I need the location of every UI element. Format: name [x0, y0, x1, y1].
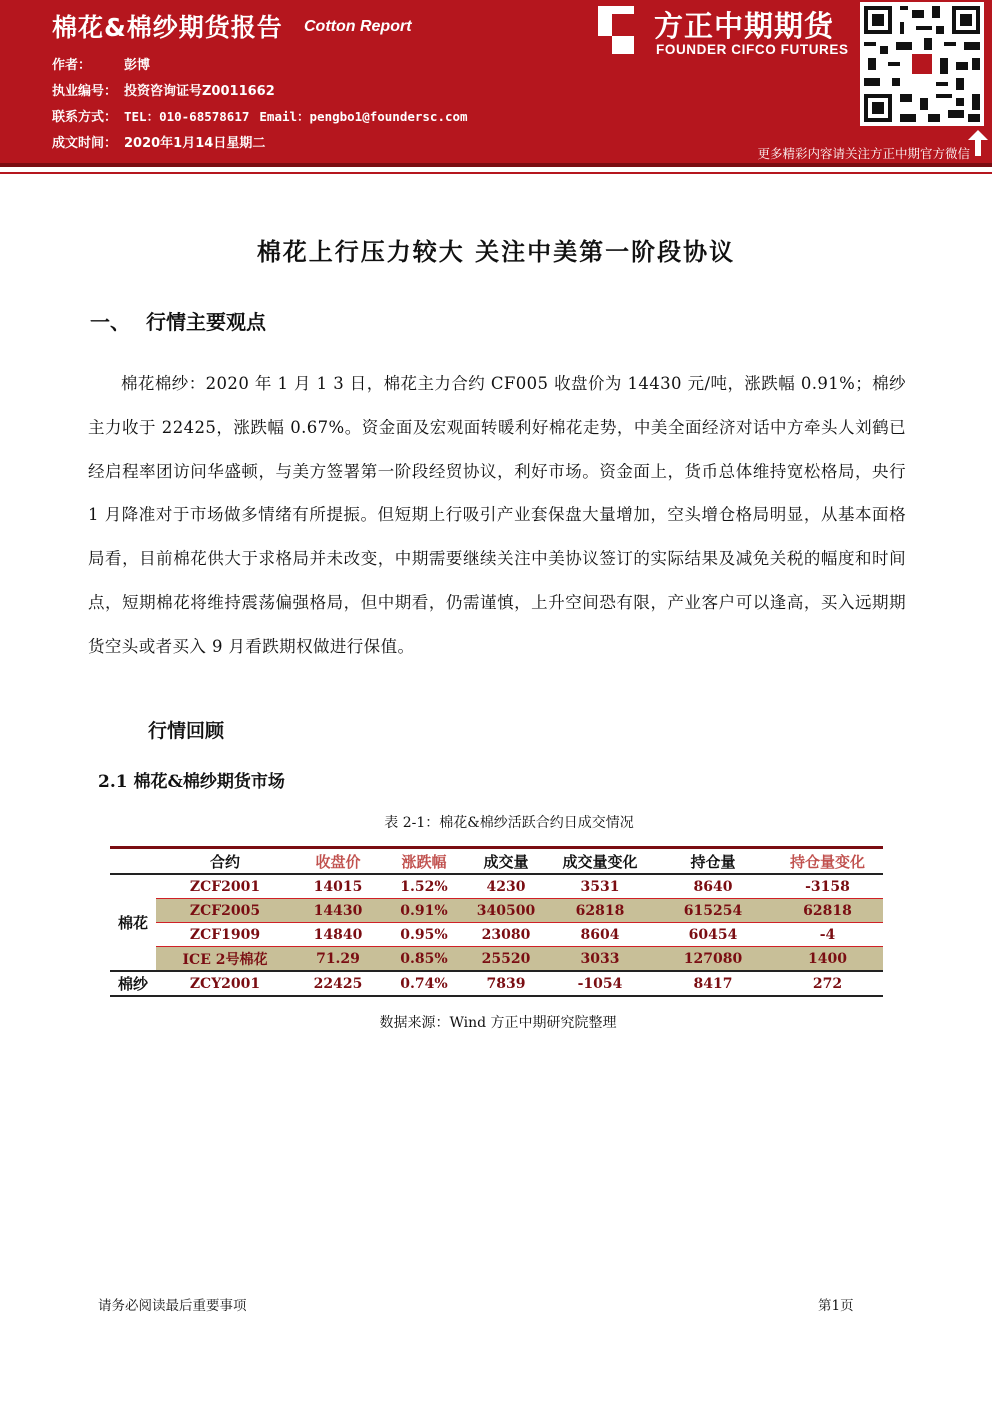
table-row	[110, 923, 883, 947]
table-row	[110, 947, 883, 972]
table-cell: ZCF2005	[156, 899, 294, 923]
page-number: 第1页	[818, 1298, 854, 1314]
table-header	[110, 848, 156, 875]
table-cell: 60454	[654, 923, 772, 947]
table-cell: 8417	[654, 971, 772, 996]
table-cell: 62818	[546, 899, 654, 923]
contact-tel: TEL：010-68578617	[124, 109, 250, 124]
table-header: 合约	[209, 852, 240, 871]
author-name: 彭博	[124, 58, 151, 73]
table-cell: 340500	[466, 899, 546, 923]
table-header: 收盘价	[315, 852, 361, 871]
table-cell: 615254	[654, 899, 772, 923]
table-cell: 25520	[466, 947, 546, 972]
license-label: 执业编号：	[52, 84, 118, 99]
section-title: 行情主要观点	[146, 310, 266, 334]
table-cell: 22425	[294, 971, 382, 996]
table-cell: 62818	[772, 899, 883, 923]
table-cell: 14015	[294, 874, 382, 899]
table-row	[110, 899, 883, 923]
table-cell: -1054	[546, 971, 654, 996]
header-divider	[0, 163, 992, 167]
section-heading-1	[90, 306, 266, 335]
table-header: 持仓量	[690, 852, 736, 871]
table-cell: 0.95%	[382, 923, 466, 947]
table-cell: ZCF1909	[156, 923, 294, 947]
table-cell: -4	[772, 923, 883, 947]
header-divider-thin	[0, 172, 992, 174]
report-title: 棉花&棉纱期货报告	[52, 13, 283, 42]
qr-code-icon	[860, 2, 984, 126]
table-cell: 71.29	[294, 947, 382, 972]
author-label: 作者：	[52, 58, 92, 73]
section-heading-2: 行情回顾	[148, 720, 225, 742]
table-cell: ZCF2001	[156, 874, 294, 899]
table-cell: 3033	[546, 947, 654, 972]
table-row	[110, 971, 883, 996]
subsection-heading-2-1: 2.1 棉花&棉纱期货市场	[98, 772, 285, 792]
date-row	[52, 132, 265, 151]
table-cell: 7839	[466, 971, 546, 996]
table-cell: 0.91%	[382, 899, 466, 923]
section-number: 一、	[90, 310, 130, 334]
contract-trading-table	[110, 846, 883, 997]
contact-row	[52, 106, 468, 125]
contact-email[interactable]: Email：pengbo1@foundersc.com	[259, 109, 468, 124]
table-cell: 14840	[294, 923, 382, 947]
report-subtitle: Cotton Report	[304, 18, 412, 35]
brand-name-cn: 方正中期期货	[654, 9, 835, 43]
table-header: 持仓量变化	[789, 852, 865, 871]
contact-label: 联系方式：	[52, 110, 118, 125]
table-cell: 272	[772, 971, 883, 996]
group-label-cotton: 棉花	[110, 874, 156, 971]
table-cell: ZCY2001	[156, 971, 294, 996]
license-row	[52, 80, 275, 99]
document-title: 棉花上行压力较大 关注中美第一阶段协议	[256, 237, 736, 266]
table-cell: 127080	[654, 947, 772, 972]
table-cell: 0.74%	[382, 971, 466, 996]
table-cell: 1400	[772, 947, 883, 972]
table-row	[110, 874, 883, 899]
table-cell: 1.52%	[382, 874, 466, 899]
header-banner	[0, 0, 992, 163]
license-number: 投资咨询证号Z0011662	[124, 84, 275, 99]
table-source: 数据来源：Wind 方正中期研究院整理	[379, 1015, 617, 1031]
table-cell: 8604	[546, 923, 654, 947]
market-view-paragraph: 棉花棉纱：2020 年 1 月 1 3 日，棉花主力合约 CF005 收盘价为 14430 元/吨，涨跌幅 0.91%；棉纱主力收于 22425，涨跌幅 0.67%。资金面及宏观面转暖利好棉花走势，中美全面经济对话中方牵头人刘鹤已经启程率团访问华盛顿，与美方签署第一阶段经贸协议，利好市场。资金面上，货币总体维持宽松格局，央行 1 月降准对于市场做多情绪有所提振。但短期上行吸引产业套保盘大量增加，空头增仓格局明显，从基本面格局看，目前棉花供大于求格局并未改变，中期需要继续关注中美协议签订的实际结果及减免关税的幅度和时间点，短期棉花将维持震荡偏强格局，但中期看，仍需谨慎，上升空间恐有限，产业客户可以逢高，买入远期期货空头或者买入 9 月看跌期权做进行保值。	[88, 374, 906, 656]
table-cell: 8640	[654, 874, 772, 899]
author-row	[52, 54, 150, 73]
table-cell: 4230	[466, 874, 546, 899]
table-cell: 14430	[294, 899, 382, 923]
report-date: 2020年1月14日星期二	[124, 136, 266, 151]
table-cell: 3531	[546, 874, 654, 899]
table-cell: 0.85%	[382, 947, 466, 972]
table-header: 涨跌幅	[401, 852, 447, 871]
table-cell: 23080	[466, 923, 546, 947]
table-cell: -3158	[772, 874, 883, 899]
footer-notice: 请务必阅读最后重要事项	[98, 1298, 247, 1314]
table-caption: 表 2-1：棉花&棉纱活跃合约日成交情况	[384, 815, 634, 831]
founder-logo-icon	[598, 6, 634, 54]
brand-name-en: FOUNDER CIFCO FUTURES	[656, 42, 849, 57]
group-label-yarn: 棉纱	[110, 971, 156, 996]
table-cell: ICE 2号棉花	[156, 947, 294, 972]
table-header: 成交量变化	[562, 852, 638, 871]
table-bottom-rule	[110, 996, 883, 997]
up-arrow-icon	[968, 130, 988, 156]
table-header: 成交量	[483, 852, 529, 871]
date-label: 成文时间：	[52, 136, 118, 151]
table-header-row	[110, 848, 883, 875]
wechat-follow-note: 更多精彩内容请关注方正中期官方微信	[757, 146, 970, 161]
